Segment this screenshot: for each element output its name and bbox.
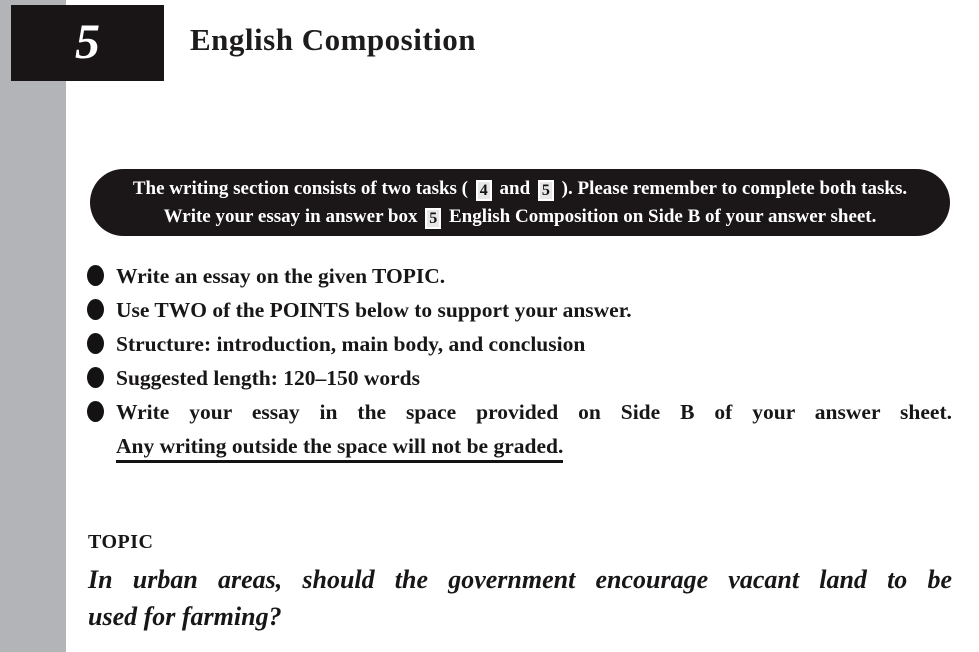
instruction-warning (116, 434, 952, 458)
underlined-text: Any writing outside the space will not be graded. (116, 434, 563, 463)
left-margin-strip (0, 0, 66, 652)
banner-line-1 (133, 175, 907, 203)
bullet-icon (87, 299, 104, 320)
instruction-text: Use TWO of the POINTS below to support your answer. (116, 298, 632, 322)
list-item (87, 332, 952, 356)
instruction-text: Structure: introduction, main body, and conclusion (116, 332, 586, 356)
banner-line1-pre: The writing section consists of two tasks ( (132, 177, 469, 199)
boxed-number-5-icon: 5 (425, 208, 441, 229)
instructions-list (87, 264, 952, 468)
list-item (87, 366, 952, 390)
instructions-banner (90, 169, 950, 236)
instruction-text: Write your essay in the space provided on Side B of your answer sheet. (116, 400, 952, 424)
instruction-text: Suggested length: 120–150 words (116, 366, 421, 390)
page-title: English Composition (190, 22, 477, 57)
topic-question-line1: In urban areas, should the government encourage vacant land to be (88, 565, 952, 594)
bullet-icon (87, 401, 104, 422)
topic-section (88, 531, 952, 635)
banner-line1-post: ). Please remember to complete both tasks. (561, 177, 908, 199)
banner-line1-mid: and (499, 177, 531, 199)
bullet-icon (87, 333, 104, 354)
list-item (87, 264, 952, 288)
banner-line-2 (164, 203, 877, 231)
section-number-box (11, 5, 164, 81)
boxed-number-4-icon: 4 (476, 180, 492, 201)
banner-line2-pre: Write your essay in answer box (163, 205, 418, 227)
list-item (87, 298, 952, 322)
bullet-icon (87, 367, 104, 388)
banner-line2-post: English Composition on Side B of your answer sheet. (448, 205, 877, 227)
list-item (87, 400, 952, 458)
topic-question-line2: used for farming? (88, 602, 282, 631)
boxed-number-5-icon: 5 (538, 180, 554, 201)
instruction-text: Write an essay on the given TOPIC. (116, 264, 446, 288)
topic-label: TOPIC (88, 531, 154, 553)
section-number: 5 (75, 13, 100, 69)
bullet-icon (87, 265, 104, 286)
